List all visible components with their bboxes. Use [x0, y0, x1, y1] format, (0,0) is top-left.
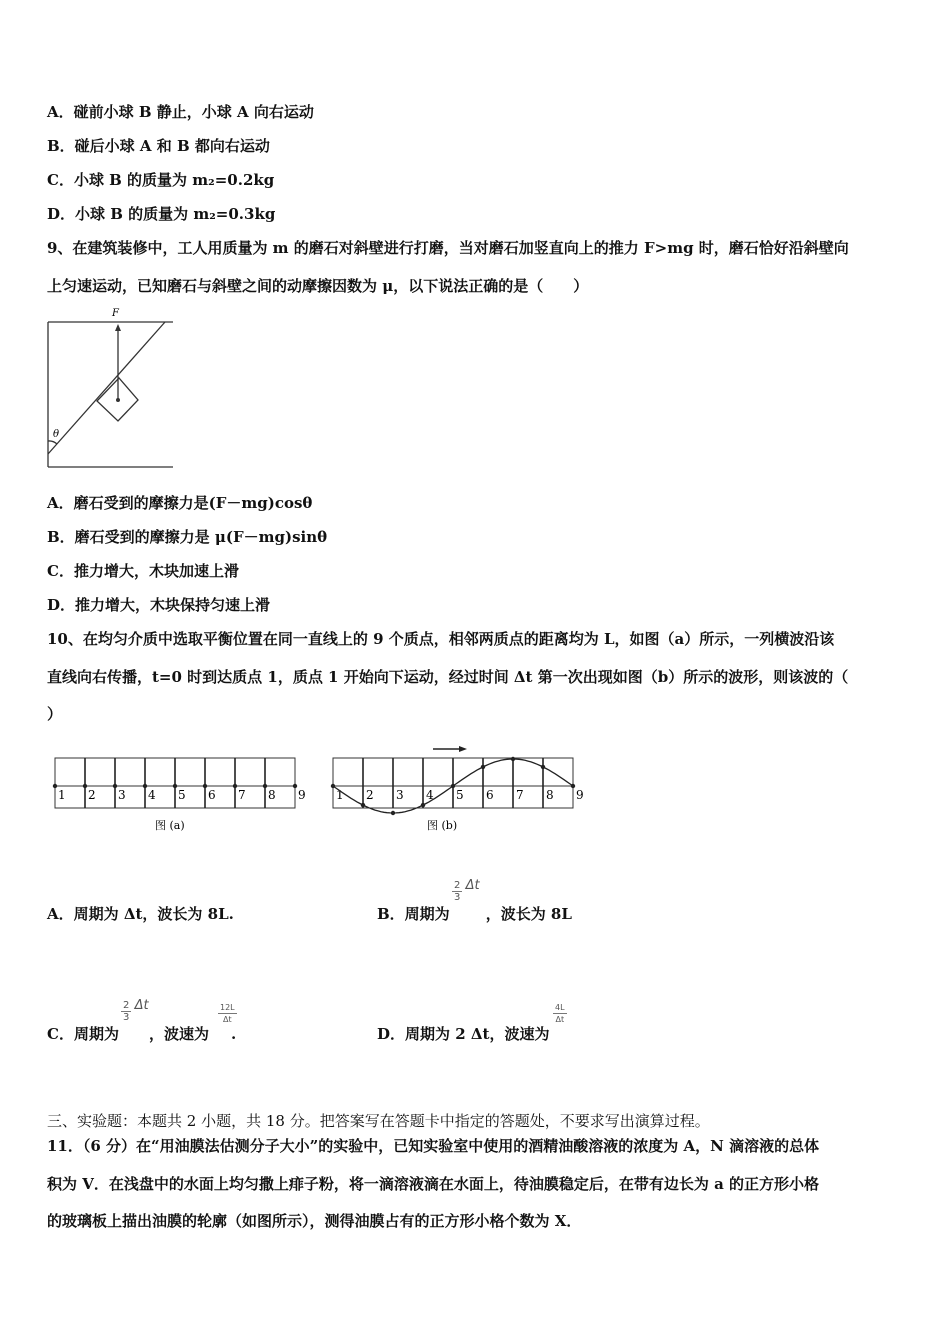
- figure-a-caption: 图 (a): [155, 819, 185, 832]
- particle-dot: [361, 803, 365, 807]
- particle-label: 3: [118, 788, 126, 802]
- particle-label: 2: [366, 788, 374, 802]
- particle-label: 8: [546, 788, 554, 802]
- option-b-text: B．周期为: [377, 905, 450, 923]
- section-3-heading: 三、实验题：本题共 2 小题，共 18 分。把答案写在答题卡中指定的答题处，不要求写出演算过程。: [47, 1112, 710, 1130]
- particle-dot: [293, 784, 297, 788]
- q9-stem-line1: 9、在建筑装修中，工人用质量为 m 的磨石对斜壁进行打磨，当对磨石加竖直向上的推力 F>mg 时，磨石恰好沿斜壁向: [47, 239, 849, 257]
- particle-label: 2: [88, 788, 96, 802]
- q8-option-d: D．小球 B 的质量为 m₂=0.3kg: [47, 205, 276, 223]
- particle-dot: [263, 784, 267, 788]
- particle-label: 3: [396, 788, 404, 802]
- particle-label: 9: [298, 788, 306, 802]
- particle-label: 1: [336, 788, 344, 802]
- q10-option-d: D．周期为 2 Δt，波速为: [377, 1025, 550, 1043]
- option-c-end: .: [230, 1025, 237, 1043]
- particle-dot: [143, 784, 147, 788]
- q11-stem-line2: 积为 V．在浅盘中的水面上均匀撒上痱子粉，将一滴溶液滴在水面上，待油膜稳定后，在带有边长为 a 的正方形小格: [47, 1175, 820, 1193]
- particle-dot: [83, 784, 87, 788]
- q9-option-a: A．磨石受到的摩擦力是(F－mg)cosθ: [47, 494, 313, 512]
- q8-option-b: B．碰后小球 A 和 B 都向右运动: [47, 137, 270, 155]
- particle-label: 6: [486, 788, 494, 802]
- option-c-period-fraction: $\frac{2}{3}$ Δt: [123, 998, 149, 1023]
- particle-dot: [233, 784, 237, 788]
- q10-option-a: A．周期为 Δt，波长为 8L.: [47, 905, 234, 923]
- particle-dot: [113, 784, 117, 788]
- q10-option-c: [47, 1024, 236, 1044]
- q9-incline-figure: [40, 300, 190, 475]
- q10-stem-line3: ）: [47, 705, 63, 723]
- particle-dot: [451, 784, 455, 788]
- option-c-mid: ，波速为: [148, 1025, 209, 1043]
- option-c-text: C．周期为: [47, 1025, 119, 1043]
- q10-stem-line2: 直线向右传播，t=0 时到达质点 1，质点 1 开始向下运动，经过时间 Δt 第一次出现如图（b）所示的波形，则该波的（: [47, 668, 849, 686]
- force-label: F: [112, 308, 119, 319]
- particle-dot: [173, 784, 177, 788]
- particle-dot: [421, 803, 425, 807]
- angle-label: θ: [53, 429, 60, 440]
- particle-dot: [391, 811, 395, 815]
- q10-wave-figures: [0, 740, 620, 840]
- q9-option-b: B．磨石受到的摩擦力是 μ(F－mg)sinθ: [47, 528, 328, 546]
- option-c-speed-fraction: $\frac{12L}{\Delta t}$: [220, 1003, 235, 1024]
- q9-option-c: C．推力增大，木块加速上滑: [47, 562, 239, 580]
- particle-label: 7: [516, 788, 524, 802]
- particle-dot: [511, 757, 515, 761]
- particle-label: 8: [268, 788, 276, 802]
- particle-label: 1: [58, 788, 66, 802]
- q8-option-c: C．小球 B 的质量为 m₂=0.2kg: [47, 171, 275, 189]
- q11-stem-line3: 的玻璃板上描出油膜的轮廓（如图所示），测得油膜占有的正方形小格个数为 X．: [47, 1212, 582, 1230]
- particle-dot: [481, 765, 485, 769]
- q10-stem-line1: 10、在均匀介质中选取平衡位置在同一直线上的 9 个质点，相邻两质点的距离均为 L，如图（a）所示，一列横波沿该: [47, 630, 835, 648]
- q10-option-b: [377, 904, 572, 924]
- particle-label: 9: [576, 788, 584, 802]
- option-d-speed-fraction: $\frac{4L}{\Delta t}$: [555, 1003, 565, 1024]
- q11-stem-line1: 11．（6 分）在“用油膜法估测分子大小”的实验中，已知实验室中使用的酒精油酸溶液的浓度为 A，N 滴溶液的总体: [47, 1137, 820, 1155]
- q9-option-d: D．推力增大，木块保持匀速上滑: [47, 596, 271, 614]
- particle-dot: [53, 784, 57, 788]
- direction-arrow-head: [459, 746, 467, 752]
- particle-dot: [203, 784, 207, 788]
- q9-stem-line2: 上匀速运动，已知磨石与斜壁之间的动摩擦因数为 μ，以下说法正确的是（ ）: [47, 277, 589, 295]
- q8-option-a: A．碰前小球 B 静止，小球 A 向右运动: [47, 103, 314, 121]
- particle-label: 6: [208, 788, 216, 802]
- particle-dot: [331, 784, 335, 788]
- particle-label: 5: [456, 788, 464, 802]
- particle-label: 7: [238, 788, 246, 802]
- option-b-period-fraction: $\frac{2}{3}$ Δt: [454, 878, 480, 903]
- particle-label: 4: [148, 788, 156, 802]
- option-b-tail: ，波长为 8L: [485, 905, 572, 923]
- particle-dot: [541, 765, 545, 769]
- particle-label: 4: [426, 788, 434, 802]
- figure-b-caption: 图 (b): [427, 819, 458, 832]
- particle-label: 5: [178, 788, 186, 802]
- particle-dot: [571, 784, 575, 788]
